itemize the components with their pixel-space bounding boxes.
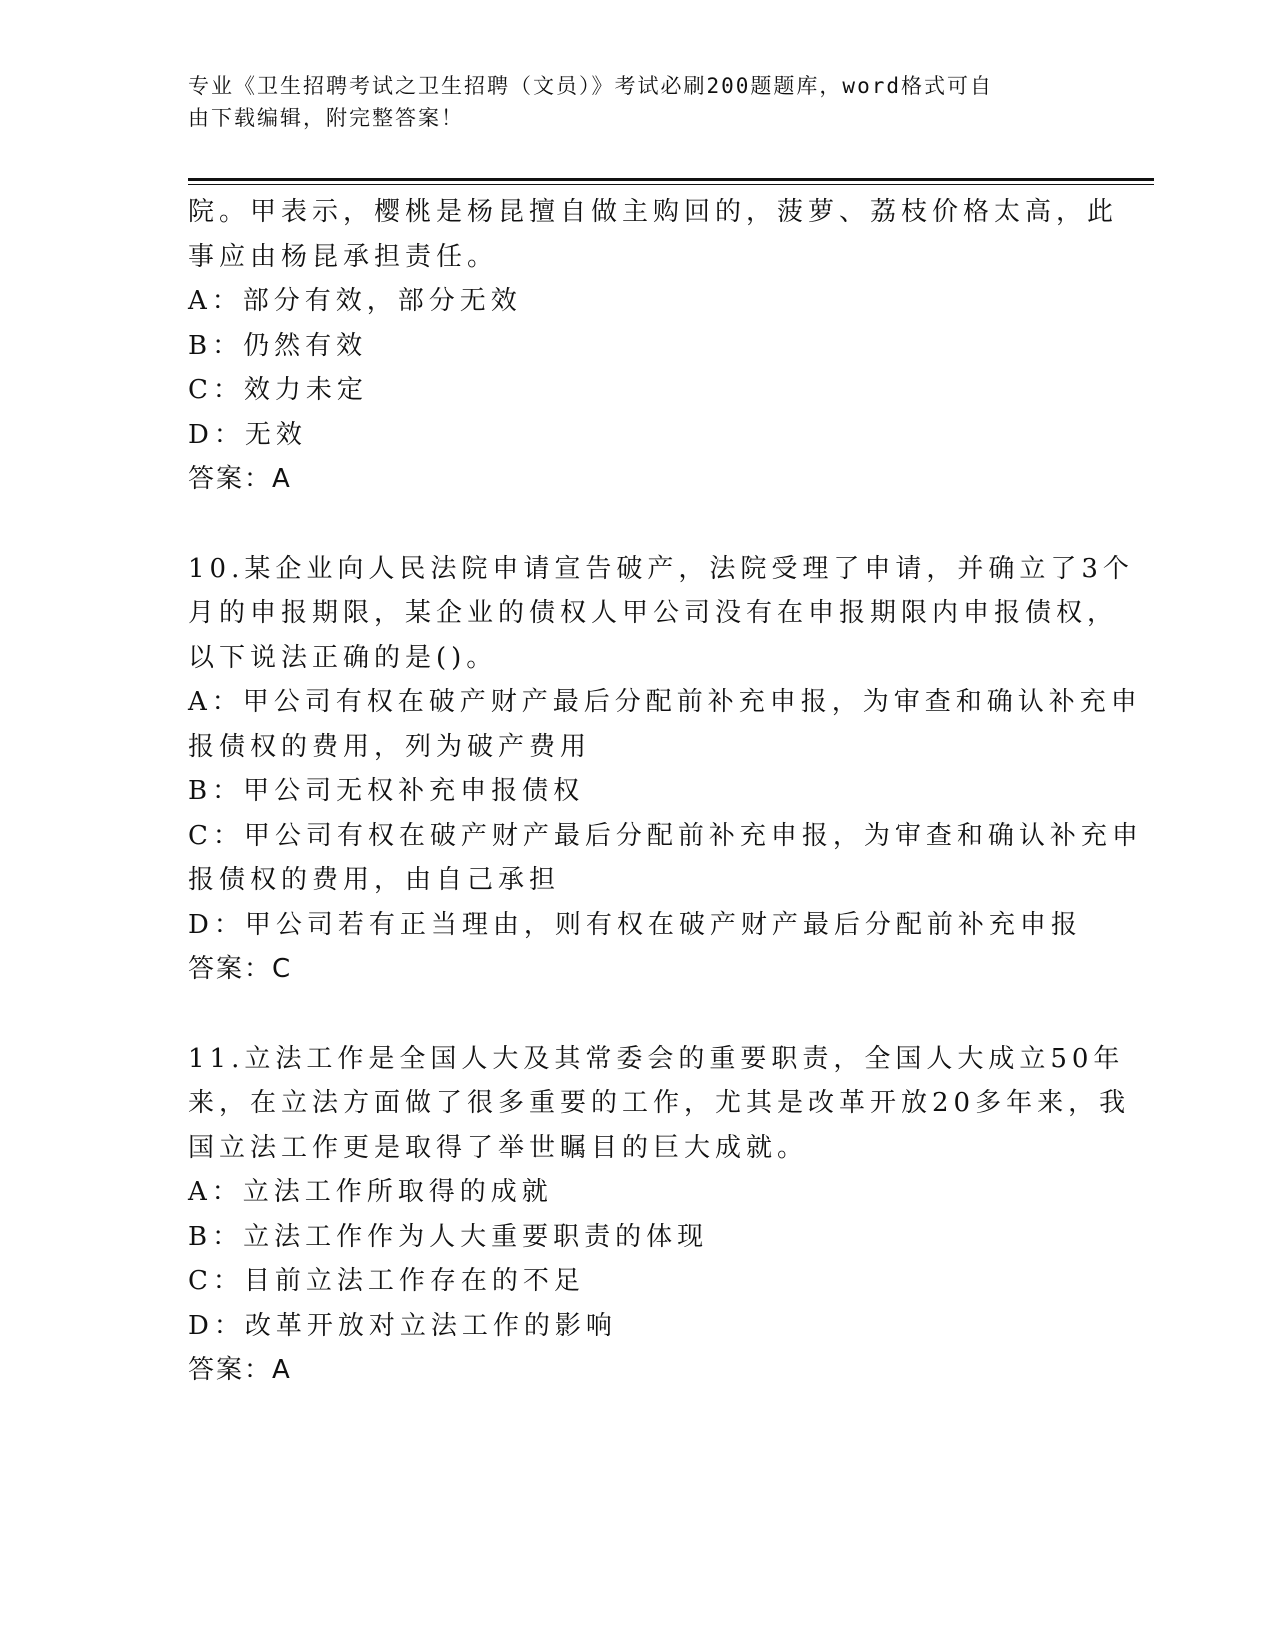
question-11	[188, 1037, 1131, 1393]
question-stem: 事应由杨昆承担责任。	[188, 241, 499, 272]
option-d: D：甲公司若有正当理由，则有权在破产财产最后分配前补充申报	[188, 909, 1082, 940]
question-stem: 11.立法工作是全国人大及其常委会的重要职责，全国人大成立50年	[188, 1043, 1125, 1074]
option-b: B：立法工作作为人大重要职责的体现	[188, 1221, 709, 1252]
option-a-continued: 报债权的费用，列为破产费用	[188, 731, 592, 762]
option-a: A：立法工作所取得的成就	[188, 1177, 553, 1207]
header-line-1: 专业《卫生招聘考试之卫生招聘（文员）》考试必刷200题题库，word格式可自	[188, 74, 993, 98]
option-d: D：无效	[188, 419, 307, 450]
option-c: C：效力未定	[188, 375, 368, 405]
option-c-continued: 报债权的费用，由自己承担	[188, 865, 561, 895]
answer-label: 答案：A	[188, 1355, 292, 1385]
header-divider-thin	[188, 184, 1154, 185]
question-stem: 月的申报期限，某企业的债权人甲公司没有在申报期限内申报债权，	[188, 598, 1119, 628]
question-stem: 国立法工作更是取得了举世瞩目的巨大成就。	[188, 1132, 809, 1163]
option-d: D：改革开放对立法工作的影响	[188, 1310, 617, 1341]
option-b: B：仍然有效	[188, 330, 368, 361]
question-spacer	[188, 502, 1088, 547]
option-a: A：甲公司有权在破产财产最后分配前补充申报，为审查和确认补充申	[188, 687, 1142, 717]
question-stem: 10.某企业向人民法院申请宣告破产，法院受理了申请，并确立了3个	[188, 553, 1134, 584]
question-stem: 以下说法正确的是()。	[188, 642, 498, 673]
header-divider-thick	[188, 178, 1154, 181]
option-c: C：甲公司有权在破产财产最后分配前补充申报，为审查和确认补充申	[188, 820, 1143, 851]
answer-label: 答案：A	[188, 464, 292, 494]
question-9	[188, 190, 1119, 502]
question-stem: 院。甲表示，樱桃是杨昆擅自做主购回的，菠萝、荔枝价格太高，此	[188, 197, 1119, 227]
question-stem: 来，在立法方面做了很多重要的工作，尤其是改革开放20多年来，我	[188, 1088, 1131, 1118]
option-a: A：部分有效，部分无效	[188, 286, 522, 316]
document-body	[188, 190, 1143, 1393]
document-header	[188, 70, 1068, 134]
option-c: C：目前立法工作存在的不足	[188, 1266, 585, 1296]
answer-label: 答案：C	[188, 954, 293, 984]
question-10	[188, 547, 1143, 992]
option-b: B：甲公司无权补充申报债权	[188, 776, 585, 806]
question-spacer	[188, 992, 1088, 1037]
header-line-2: 由下载编辑，附完整答案！	[188, 106, 464, 130]
